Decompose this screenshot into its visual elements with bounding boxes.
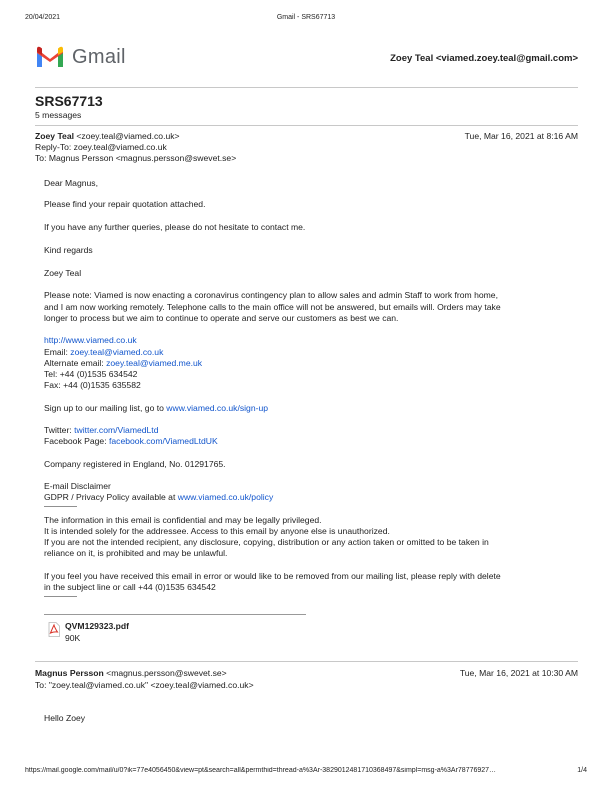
disclaimer-line: If you are not the intended recipient, any disclosure, copying, distribution or any action taken or omitted to be taken in bbox=[44, 537, 489, 547]
notice-line: Please note: Viamed is now enacting a coronavirus contingency plan to allow sales and admin Staff to work from home, bbox=[44, 290, 498, 300]
website-link[interactable]: http://www.viamed.co.uk bbox=[44, 335, 137, 345]
sender-email: <magnus.persson@swevet.se> bbox=[106, 668, 227, 678]
fax-line: Fax: +44 (0)1535 635582 bbox=[44, 380, 141, 390]
message2-from bbox=[35, 668, 227, 678]
account-label: Zoey Teal <viamed.zoey.teal@gmail.com> bbox=[390, 53, 578, 64]
twitter-link[interactable]: twitter.com/ViamedLtd bbox=[74, 425, 159, 435]
disclaimer-line: It is intended solely for the addressee. Access to this email by anyone else is unauthorized. bbox=[44, 526, 390, 536]
message2-date: Tue, Mar 16, 2021 at 10:30 AM bbox=[459, 668, 578, 678]
email-label: Email: bbox=[44, 347, 71, 357]
gdpr-label: GDPR / Privacy Policy available at bbox=[44, 492, 178, 502]
print-url: https://mail.google.com/mail/u/0?ik=77e4056450&view=pt&search=all&permthid=thread-a%3Ar-3829012481710368497&simpl=msg-a%3Ar78776927… bbox=[25, 767, 497, 774]
alt-email-line bbox=[44, 358, 202, 368]
separator: ————— bbox=[44, 503, 77, 510]
twitter-line bbox=[44, 425, 158, 435]
print-date: 20/04/2021 bbox=[25, 14, 61, 21]
disclaimer-line: reliance on it, is prohibited and may be unlawful. bbox=[44, 548, 228, 558]
message-count: 5 messages bbox=[35, 110, 82, 120]
print-title: Gmail - SRS67713 bbox=[276, 14, 336, 21]
facebook-line bbox=[44, 436, 218, 446]
mailing-line bbox=[44, 403, 268, 413]
message1-from bbox=[35, 131, 180, 141]
alt-email-label: Alternate email: bbox=[44, 358, 107, 368]
pdf-icon bbox=[48, 622, 62, 638]
attachment-size: 90K bbox=[65, 633, 81, 643]
message1-date: Tue, Mar 16, 2021 at 8:16 AM bbox=[464, 131, 578, 141]
closing: Kind regards bbox=[44, 245, 93, 255]
gmail-m-icon bbox=[35, 45, 65, 69]
attachment-name[interactable]: QVM129323.pdf bbox=[65, 621, 129, 631]
alt-email-link[interactable]: zoey.teal@viamed.me.uk bbox=[106, 358, 203, 368]
company-line: Company registered in England, No. 01291765. bbox=[44, 459, 226, 469]
signature-name: Zoey Teal bbox=[44, 268, 82, 278]
mailing-link[interactable]: www.viamed.co.uk/sign-up bbox=[166, 403, 269, 413]
message2-greeting: Hello Zoey bbox=[44, 713, 86, 723]
separator: ————— bbox=[44, 593, 77, 600]
disclaimer-line: in the subject line or call +44 (0)1535 634542 bbox=[44, 582, 216, 592]
gmail-wordmark: Gmail bbox=[72, 46, 126, 68]
tel-line: Tel: +44 (0)1535 634542 bbox=[44, 369, 138, 379]
body-paragraph: Please find your repair quotation attached. bbox=[44, 199, 206, 209]
notice-line: longer to process but we aim to continue to operate and serve our customers as best we can. bbox=[44, 313, 399, 323]
page-number: 1/4 bbox=[577, 767, 587, 774]
message2-to: To: "zoey.teal@viamed.co.uk" <zoey.teal@viamed.co.uk> bbox=[35, 680, 254, 690]
divider bbox=[35, 87, 578, 88]
divider bbox=[35, 661, 578, 662]
disclaimer-line: The information in this email is confidential and may be legally privileged. bbox=[44, 515, 322, 525]
facebook-link[interactable]: facebook.com/ViamedLtdUK bbox=[108, 436, 218, 446]
greeting: Dear Magnus, bbox=[44, 178, 98, 188]
message1-to: To: Magnus Persson <magnus.persson@swevet.se> bbox=[35, 153, 237, 163]
sender-name: Magnus Persson bbox=[35, 668, 104, 678]
sender-email: <zoey.teal@viamed.co.uk> bbox=[76, 131, 180, 141]
disclaimer-line: If you feel you have received this email in error or would like to be removed from our mailing list, please reply with delete bbox=[44, 571, 501, 581]
attachment-divider bbox=[44, 614, 306, 615]
gdpr-line bbox=[44, 492, 273, 502]
thread-subject: SRS67713 bbox=[35, 93, 103, 109]
notice-line: and I am now working remotely. Telephone calls to the main office will not be answered, but emails will. Orders may take bbox=[44, 302, 501, 312]
divider bbox=[35, 125, 578, 126]
email-link[interactable]: zoey.teal@viamed.co.uk bbox=[70, 347, 164, 357]
email-line bbox=[44, 347, 163, 357]
message1-reply-to: Reply-To: zoey.teal@viamed.co.uk bbox=[35, 142, 167, 152]
disclaimer-title: E-mail Disclaimer bbox=[44, 481, 111, 491]
sender-name: Zoey Teal bbox=[35, 131, 75, 141]
twitter-label: Twitter: bbox=[44, 425, 75, 435]
gmail-logo bbox=[35, 44, 135, 72]
body-paragraph: If you have any further queries, please do not hesitate to contact me. bbox=[44, 222, 306, 232]
mailing-label: Sign up to our mailing list, go to bbox=[44, 403, 167, 413]
gdpr-link[interactable]: www.viamed.co.uk/policy bbox=[177, 492, 274, 502]
facebook-label: Facebook Page: bbox=[44, 436, 109, 446]
